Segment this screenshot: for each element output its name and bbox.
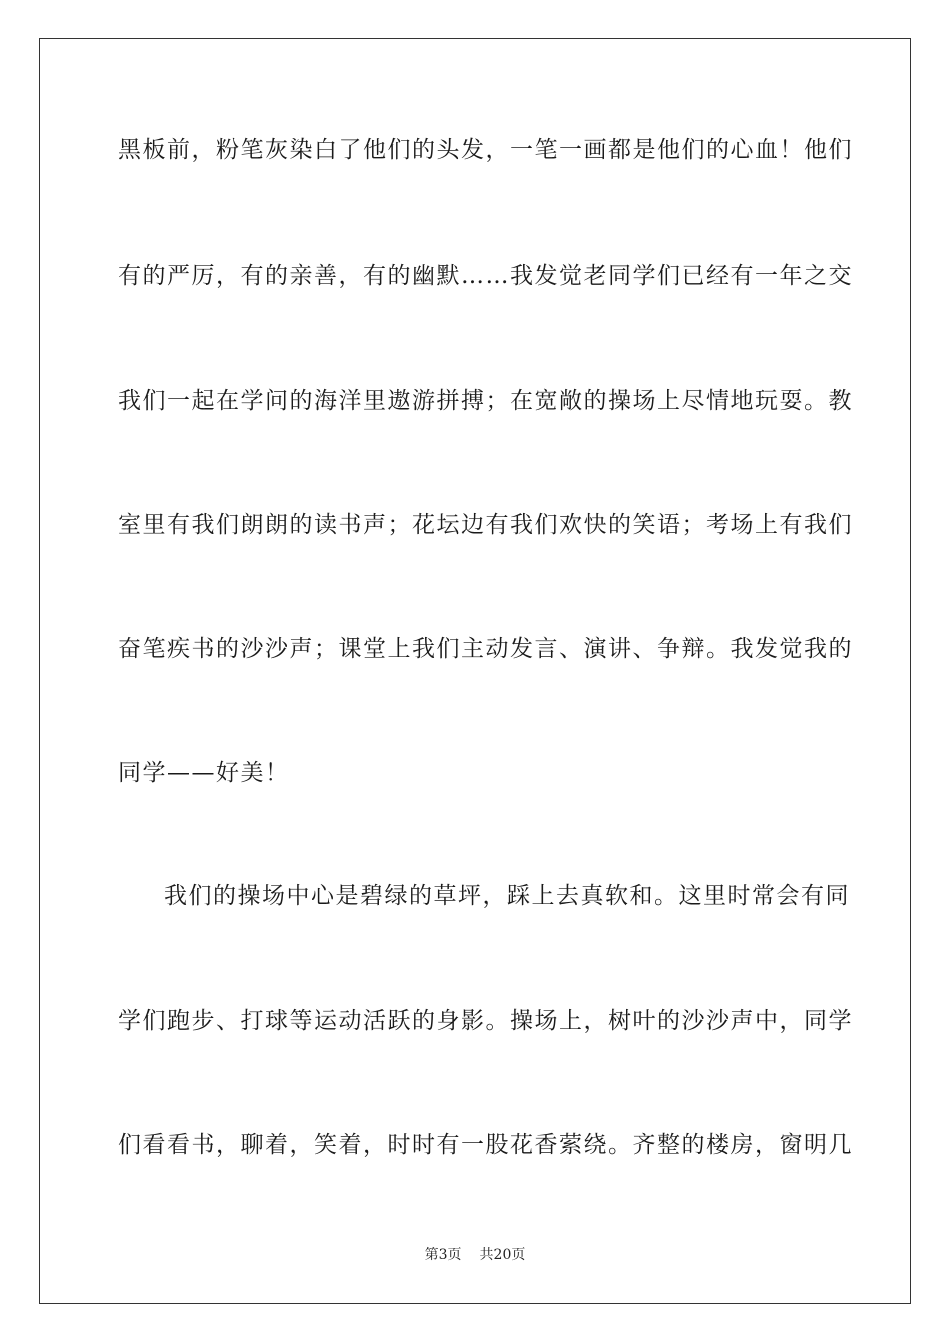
page-total: 共20页 [479, 1247, 526, 1263]
page-footer [0, 1245, 950, 1265]
body-text-line: 我们一起在学问的海洋里遨游拼搏；在宽敞的操场上尽情地玩耍。教 [118, 388, 853, 414]
body-text-line: 黑板前，粉笔灰染白了他们的头发，一笔一画都是他们的心血！他们 [118, 137, 853, 163]
body-text-line: 奋笔疾书的沙沙声；课堂上我们主动发言、演讲、争辩。我发觉我的 [118, 636, 853, 662]
page-frame [39, 38, 911, 1304]
body-text-line: 们看看书，聊着，笑着，时时有一股花香萦绕。齐整的楼房，窗明几 [118, 1132, 853, 1158]
paragraph-first-line: 我们的操场中心是碧绿的草坪，踩上去真软和。这里时常会有同 [164, 883, 850, 909]
body-text-line: 同学——好美！ [118, 760, 290, 786]
body-text-line: 有的严厉，有的亲善，有的幽默……我发觉老同学们已经有一年之交 [118, 263, 853, 289]
page-number: 第3页 [424, 1247, 462, 1263]
body-text-line: 室里有我们朗朗的读书声；花坛边有我们欢快的笑语；考场上有我们 [118, 512, 853, 538]
body-text-line: 学们跑步、打球等运动活跃的身影。操场上，树叶的沙沙声中，同学 [118, 1008, 853, 1034]
